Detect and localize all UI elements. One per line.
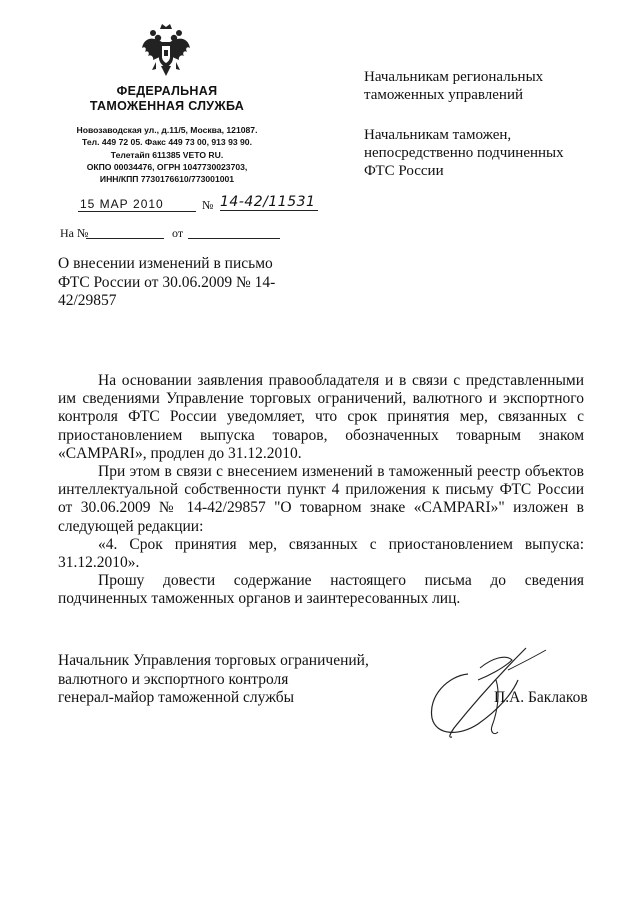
signer-name: П.А. Баклаков (494, 689, 588, 706)
body-paragraph-1: На основании заявления правообладателя и в связи с представленными им сведениями Управление торговых ограничений, валютного и экспортного контроля ФТС России уведомляет, что срок принятия мер, связанных с приостановлением выпуска товаров, обозначенных товарным знаком «CAMPARI», продлен до 31.12.2010. (58, 372, 584, 462)
registration-line (60, 194, 316, 214)
signatory-title-line3: генерал-майор таможенной службы (58, 689, 294, 706)
registration-number: 14-42/11531 (220, 194, 318, 211)
subject-line1: О внесении изменений в письмо (58, 255, 273, 272)
reference-date-blank (188, 238, 280, 239)
addressee1-line2: таможенных управлений (364, 87, 524, 103)
addressee2-line1: Начальникам таможен, (364, 127, 512, 143)
addressee2-line2: непосредственно подчиненных (364, 145, 564, 161)
org-teletype: Телетайп 611385 VETO RU. (110, 149, 224, 160)
letter-body (58, 372, 584, 609)
org-address: Новозаводская ул., д.11/5, Москва, 121087. (76, 125, 258, 135)
subject-line2: ФТС России от 30.06.2009 № 14- (58, 273, 276, 291)
reference-date-label: от (172, 226, 184, 240)
subject-line3: 42/29857 (58, 292, 117, 309)
org-name-line1: ФЕДЕРАЛЬНАЯ (116, 84, 218, 98)
body-paragraph-4: Прошу довести содержание настоящего письма до сведения подчиненных таможенных органов и заинтересованных лиц. (58, 572, 584, 608)
addressee2-line3: ФТС России (364, 163, 444, 179)
body-paragraph-3: «4. Срок принятия мер, связанных с приостановлением выпуска: 31.12.2010». (58, 535, 584, 572)
organization-details (52, 124, 282, 185)
reference-number-label: На № (60, 226, 89, 240)
signatory-title-line1: Начальник Управления торговых ограничений, (58, 652, 369, 669)
addressee-regional-offices (364, 68, 604, 104)
letter-subject (58, 255, 288, 311)
org-inn: ИНН/КПП 7730176610/773001001 (99, 174, 235, 185)
registration-number-label: № (202, 198, 214, 212)
org-name-line2: ТАМОЖЕННАЯ СЛУЖБА (89, 99, 245, 113)
coat-of-arms-icon (140, 22, 192, 78)
addressee-customs-heads (364, 126, 604, 180)
body-paragraph-2: При этом в связи с внесением изменений в таможенный реестр объектов интеллектуальной собственности пункт 4 приложения к письму ФТС России от 30.06.2009 № 14-42/29857 "О товарном знаке «CAMPARI»" изложен в следующей редакции: (58, 463, 584, 535)
organization-name (60, 84, 274, 114)
org-okpo: ОКПО 00034476, ОГРН 1047730023703, (86, 161, 248, 172)
reference-number-blank (86, 238, 164, 239)
addressee1-line1: Начальникам региональных (364, 69, 544, 85)
registration-date-stamp: 15 МАР 2010 (78, 197, 196, 212)
signatory-title-line2: валютного и экспортного контроля (58, 670, 289, 688)
reference-line (60, 226, 300, 242)
org-phones: Тел. 449 72 05. Факс 449 73 00, 913 93 90. (82, 137, 252, 148)
signatory-title (58, 652, 378, 708)
